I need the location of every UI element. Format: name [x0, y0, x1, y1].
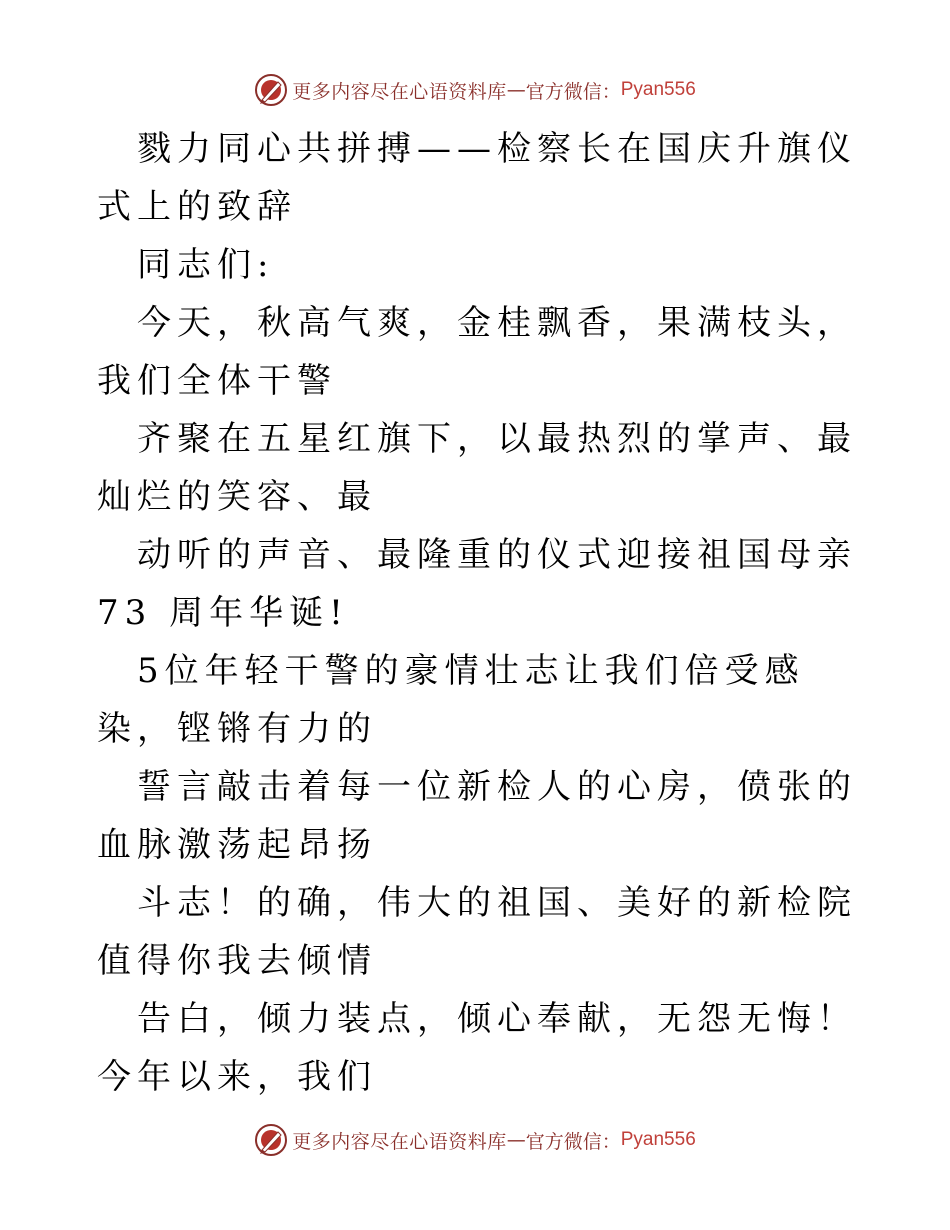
- banner-text: 更多内容尽在心语资料库: [292, 1130, 507, 1153]
- paragraph: 斗志！的确，伟大的祖国、美好的新检院值得你我去倾情: [97, 883, 857, 981]
- paragraph: 5位年轻干警的豪情壮志让我们倍受感染，铿锵有力的: [97, 651, 805, 749]
- document-title: 戮力同心共拼搏——检察长在国庆升旗仪式上的致辞: [97, 129, 857, 227]
- banner-wechat-label: 官方微信：: [525, 1130, 621, 1153]
- paragraph: 同志们:: [137, 245, 275, 285]
- pen-logo-icon: [254, 73, 288, 107]
- paragraph: 齐聚在五星红旗下，以最热烈的掌声、最灿烂的笑容、最: [97, 419, 857, 517]
- footer-watermark-banner: [0, 1120, 950, 1160]
- paragraph: 誓言敲击着每一位新检人的心房，偾张的血脉激荡起昂扬: [97, 767, 857, 865]
- banner-wechat-id: Pyan556: [620, 1129, 696, 1150]
- pen-logo-icon: [254, 1123, 288, 1157]
- banner-wechat-label: 官方微信：: [525, 80, 621, 103]
- banner-wechat-id: Pyan556: [620, 79, 696, 100]
- banner-text: 更多内容尽在心语资料库: [292, 80, 507, 103]
- paragraph: 告白，倾力装点，倾心奉献，无怨无悔！今年以来，我们: [97, 999, 857, 1097]
- paragraph: 今天，秋高气爽，金桂飘香，果满枝头，我们全体干警: [97, 303, 857, 401]
- header-watermark-banner: [0, 70, 950, 110]
- banner-separator: —: [506, 1129, 526, 1151]
- banner-separator: —: [506, 79, 526, 101]
- paragraph: 动听的声音、最隆重的仪式迎接祖国母亲 73 周年华诞!: [97, 535, 857, 633]
- document-body: [97, 120, 857, 1106]
